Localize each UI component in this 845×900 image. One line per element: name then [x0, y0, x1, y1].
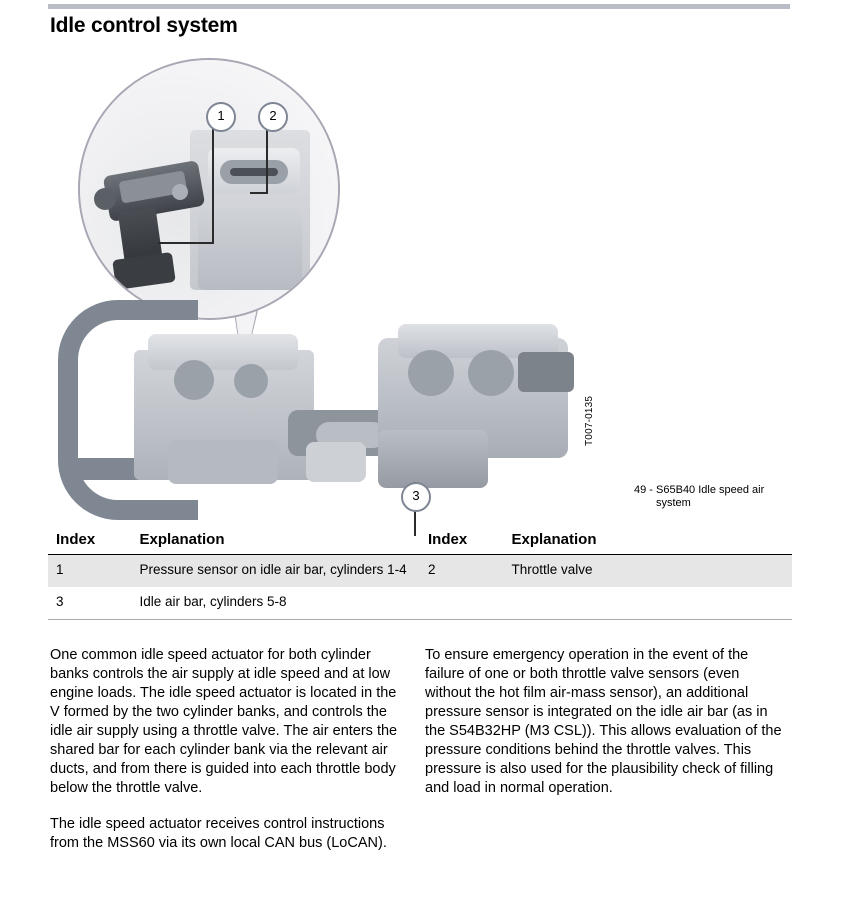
header-rule [48, 4, 790, 9]
left-throttle-bore-1 [174, 360, 214, 400]
idle-air-bar-cylinders-5-8 [378, 430, 488, 488]
body-column-left [50, 646, 402, 870]
callout-badge-3: 3 [401, 482, 431, 512]
cell-explanation-right [503, 587, 792, 620]
right-throttle-bore-2 [468, 350, 514, 396]
table-row [48, 555, 792, 588]
cell-explanation-left: Idle air bar, cylinders 5-8 [131, 587, 420, 620]
body-paragraph-right-1: To ensure emergency operation in the event of the failure of one or both throttle valve sensors (even without the hot film air-mass sensor), an additional pressure sensor is integrated on the idle air bar (as in the S54B32HP (M3 CSL)). This allows evaluation of the pressure conditions behind the throttle valves. This pressure is also used for the plausibility check of filling and load in normal operation. [425, 647, 782, 796]
figure-caption-number: 49 - [634, 484, 653, 496]
left-bank-cover [148, 334, 298, 370]
index-table-head [48, 528, 792, 555]
cell-index-left: 3 [48, 587, 131, 620]
table-header-row [48, 528, 792, 555]
leader-line-1-vertical [212, 126, 214, 244]
leader-line-2-vertical [266, 126, 268, 194]
cell-index-left: 1 [48, 555, 131, 588]
detail-sensor-screw [172, 184, 188, 200]
cell-explanation-right: Throttle valve [503, 555, 792, 588]
cell-explanation-left: Pressure sensor on idle air bar, cylinders 1-4 [131, 555, 420, 588]
right-throttle-bore-1 [408, 350, 454, 396]
detail-throttle-valve-plate [230, 168, 278, 176]
figure-caption-line1: S65B40 Idle speed air [656, 484, 765, 496]
header-index-right: Index [420, 528, 503, 555]
callout-badge-1: 1 [206, 102, 236, 132]
index-table [48, 528, 792, 620]
leader-line-1-horizontal [158, 242, 214, 244]
right-bank-connector [518, 352, 574, 392]
header-explanation-left: Explanation [131, 528, 420, 555]
figure-side-code: T007-0135 [584, 395, 595, 446]
callout-badge-2: 2 [258, 102, 288, 132]
leader-line-2-horizontal [250, 192, 268, 194]
cell-index-right: 2 [420, 555, 503, 588]
figure-idle-control-system [48, 50, 790, 520]
callout-bubble-detail [78, 58, 340, 320]
page-title: Idle control system [50, 14, 238, 37]
table-row [48, 587, 792, 620]
detail-sensor-bolt [94, 188, 116, 210]
engine-illustration [48, 290, 608, 520]
figure-caption-line2: system [656, 497, 691, 509]
header-index-left: Index [48, 528, 131, 555]
header-explanation-right: Explanation [503, 528, 792, 555]
body-column-right [425, 646, 787, 815]
index-table-body [48, 555, 792, 620]
left-lower-housing [168, 440, 278, 484]
body-paragraph-left-2: The idle speed actuator receives control instructions from the MSS60 via its own local CAN bus (LoCAN). [50, 816, 387, 851]
body-paragraph-left-1: One common idle speed actuator for both cylinder banks controls the air supply at idle speed and at low engine loads. The idle speed actuator is located in the V formed by the two cylinder banks, and controls the idle air supply using a throttle valve. The air enters the shared bar for each cylinder bank via the relevant air ducts, and from there is guided into each throttle body below the throttle valve. [50, 647, 398, 796]
left-throttle-bore-2 [234, 364, 268, 398]
cell-index-right [420, 587, 503, 620]
center-duct [306, 442, 366, 482]
figure-caption [634, 484, 794, 510]
